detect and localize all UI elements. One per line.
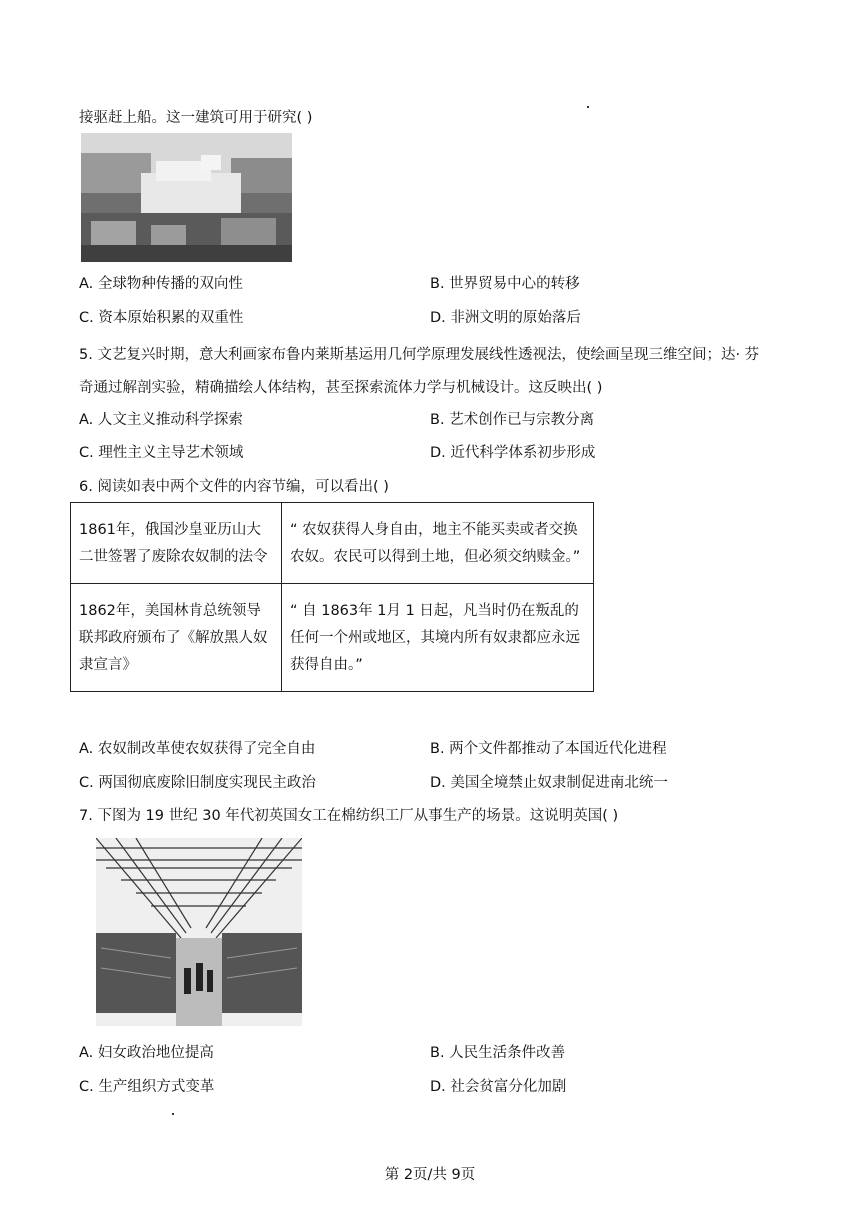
q4-photo-colonial-fort [81,133,292,262]
q7-option-b[interactable]: B. 人民生活条件改善 [430,1045,566,1061]
q5-option-d[interactable]: D. 近代科学体系初步形成 [430,445,596,461]
page-number: 第 2页/共 9页 [384,1167,476,1183]
q4-stem-tail: 接驱赶上船。这一建筑可用于研究( ) [79,110,313,126]
q5-option-b[interactable]: B. 艺术创作已与宗教分离 [430,412,595,428]
stray-mark [172,1113,174,1115]
fort-illustration [81,133,292,262]
q6-option-d[interactable]: D. 美国全境禁止奴隶制促进南北统一 [430,775,668,791]
q7-option-d[interactable]: D. 社会贫富分化加剧 [430,1079,567,1095]
q7-illustration-cotton-mill [96,838,302,1026]
q4-option-a[interactable]: A. 全球物种传播的双向性 [79,276,243,292]
table-cell-usa-quote: “ 自 1863年 1月 1 日起，凡当时仍在叛乱的任何一个州或地区，其境内所有奴隶都应永远获得自由。” [282,584,594,692]
q4-option-c[interactable]: C. 资本原始积累的双重性 [79,310,244,326]
table-row [71,503,594,584]
table-cell-russia-quote: “ 农奴获得人身自由，地主不能买卖或者交换农奴。农民可以得到土地，但必须交纳赎金。” [282,503,594,584]
q7-option-c[interactable]: C. 生产组织方式变革 [79,1079,215,1095]
q5-stem-line2: 奇通过解剖实验，精确描绘人体结构，甚至探索流体力学与机械设计。这反映出( ) [79,380,603,396]
q6-option-c[interactable]: C. 两国彻底废除旧制度实现民主政治 [79,775,316,791]
table-row [71,584,594,692]
q6-document-table [70,502,594,692]
q6-stem: 6. 阅读如表中两个文件的内容节编，可以看出( ) [79,479,389,495]
table-cell-usa: 1862年，美国林肯总统领导联邦政府颁布了《解放黑人奴隶宣言》 [71,584,282,692]
q6-option-b[interactable]: B. 两个文件都推动了本国近代化进程 [430,741,667,757]
q4-option-b[interactable]: B. 世界贸易中心的转移 [430,276,580,292]
stray-mark [587,106,589,108]
q5-option-a[interactable]: A. 人文主义推动科学探索 [79,412,243,428]
q7-stem: 7. 下图为 19 世纪 30 年代初英国女工在棉纺织工厂从事生产的场景。这说明英国( ) [79,808,619,824]
q4-option-d[interactable]: D. 非洲文明的原始落后 [430,310,581,326]
q5-option-c[interactable]: C. 理性主义主导艺术领域 [79,445,244,461]
q7-option-a[interactable]: A. 妇女政治地位提高 [79,1045,214,1061]
mill-engraving [96,838,302,1026]
q5-stem-line1: 5. 文艺复兴时期，意大利画家布鲁内莱斯基运用几何学原理发展线性透视法，使绘画呈现三维空间；达· 芬 [79,347,760,363]
q6-option-a[interactable]: A. 农奴制改革使农奴获得了完全自由 [79,741,316,757]
table-cell-russia: 1861年，俄国沙皇亚历山大二世签署了废除农奴制的法令 [71,503,282,584]
